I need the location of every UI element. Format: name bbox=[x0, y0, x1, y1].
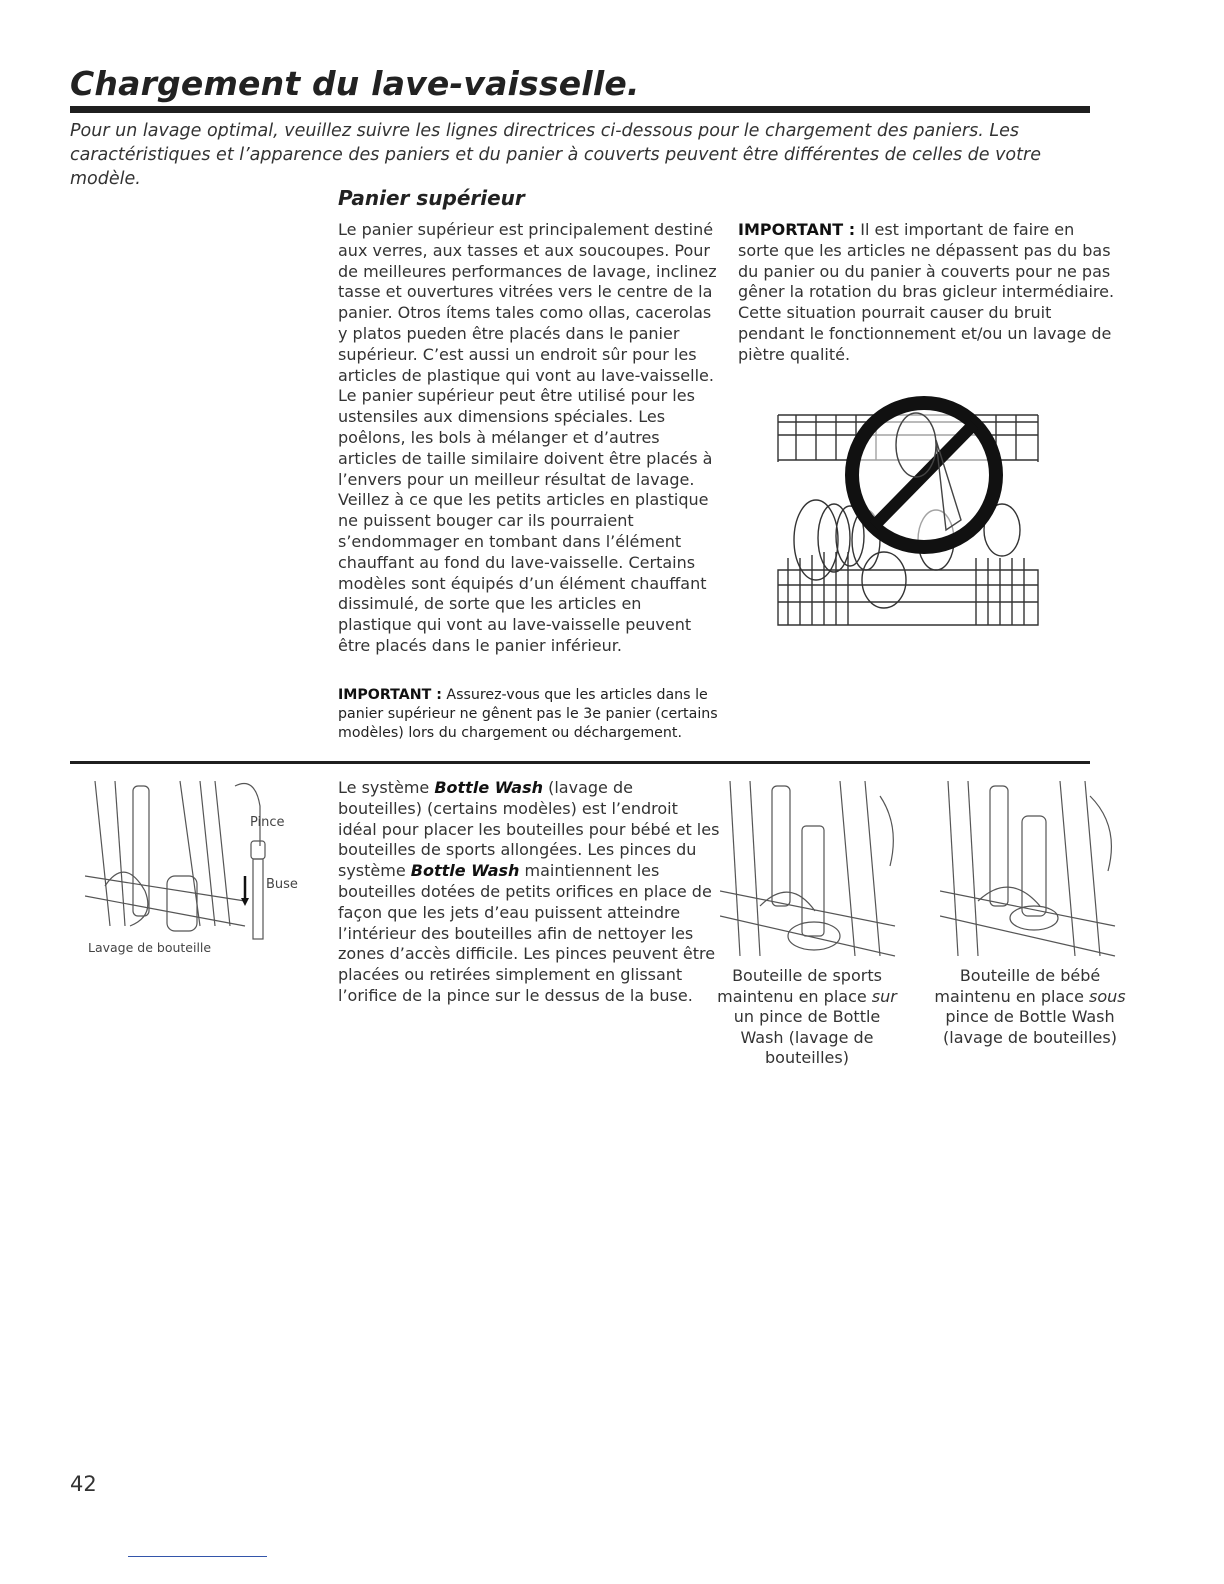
pince-label: Pince bbox=[250, 815, 285, 830]
bottle-text-part: (lavage de bouteilles) (certains modèles) est l’endroit idéal pour placer les bouteilles pour bébé et les bouteilles de sports allongées. Les pinces du système bbox=[338, 778, 720, 881]
section-rule bbox=[70, 761, 1090, 764]
spray-arm-important bbox=[738, 220, 1118, 366]
bottle-wash-term: Bottle Wash bbox=[434, 778, 544, 797]
important-label-right: IMPORTANT : bbox=[738, 220, 856, 239]
sports-bottle-illustration bbox=[720, 776, 900, 964]
bottle-wash-illustration bbox=[85, 776, 300, 941]
page-number: 42 bbox=[70, 1472, 97, 1496]
upper-rack-important bbox=[338, 686, 720, 743]
upper-rack-body: Le panier supérieur est principalement destiné aux verres, aux tasses et aux soucoupes. Pour de meilleures performances de lavage, inclinez tasse et ouvertures vitrées vers le centre de la panier. Otros ítems tales como ollas, cacerolas y platos pueden être placés dans le panier supérieur. C’est aussi un endroit sûr pour les articles de plastique qui vont au lave-vaisselle. Le panier supérieur peut être utilisé pour les ustensiles aux dimensions spéciales. Les poêlons, les bols à mélanger et d’autres articles de taille similaire doivent être placés à l’envers pour un meilleur résultat de lavage. Veillez à ce que les petits articles en plastique ne puissent bouger car ils pourraient s’endommager en tombant dans l’élément chauffant au fond du lave-vaisselle. Certains modèles sont équipés d’un élément chauffant dissimulé, de sorte que les articles en plastique qui vont au lave-vaisselle peuvent être placés dans le panier inférieur. bbox=[338, 220, 717, 655]
bottle-wash-term: Bottle Wash bbox=[410, 861, 520, 881]
caption-part: Bouteille de sports maintenu en place bbox=[717, 966, 882, 1006]
footer-link-line bbox=[128, 1556, 267, 1557]
baby-bottle-caption bbox=[930, 966, 1130, 1048]
intro-paragraph: Pour un lavage optimal, veuillez suivre les lignes directrices ci-dessous pour le chargement des paniers. Les caractéristiques et l’apparence des paniers et du panier à couverts peuvent être différentes de celles de votre modèle. bbox=[70, 121, 1041, 189]
caption-emphasis: sur bbox=[871, 986, 897, 1006]
upper-rack-heading: Panier supérieur bbox=[338, 186, 525, 210]
buse-label: Buse bbox=[266, 877, 298, 892]
caption-emphasis: sous bbox=[1089, 986, 1126, 1006]
page-title: Chargement du lave-vaisselle. bbox=[70, 64, 640, 103]
caption-part: un pince de Bottle Wash (lavage de bouteilles) bbox=[733, 1007, 881, 1067]
title-rule bbox=[70, 106, 1090, 113]
baby-bottle-illustration bbox=[940, 776, 1120, 964]
caption-part: pince de Bottle Wash (lavage de bouteilles) bbox=[943, 1007, 1117, 1047]
bottle-wash-caption: Lavage de bouteille bbox=[88, 940, 212, 955]
sports-bottle-caption bbox=[712, 966, 902, 1069]
important-text: Assurez-vous que les articles dans le panier supérieur ne gênent pas le 3e panier (certains modèles) lors du chargement ou déchargement. bbox=[338, 687, 718, 741]
important-text-right: Il est important de faire en sorte que les articles ne dépassent pas du bas du panier ou du panier à couverts pour ne pas gêner la rotation du bras gicleur intermédiaire. Cette situation pourrait causer du bruit pendant le fonctionnement et/ou un lavage de piètre qualité. bbox=[738, 220, 1115, 364]
bottle-wash-description bbox=[338, 778, 720, 1007]
overloaded-rack-illustration bbox=[776, 380, 1041, 630]
bottle-text-part: Le système bbox=[338, 778, 435, 797]
bottle-text-part: maintiennent les bouteilles dotées de petits orifices en place de façon que les jets d’eau puissent atteindre l’intérieur des bouteilles afin de nettoyer les zones d’accès difficile. Les pinces peuvent être placées ou retirées simplement en glissant l’orifice de la pince sur le dessus de la buse. bbox=[338, 861, 716, 1005]
important-label: IMPORTANT : bbox=[338, 687, 442, 703]
caption-part: Bouteille de bébé maintenu en place bbox=[934, 966, 1101, 1006]
